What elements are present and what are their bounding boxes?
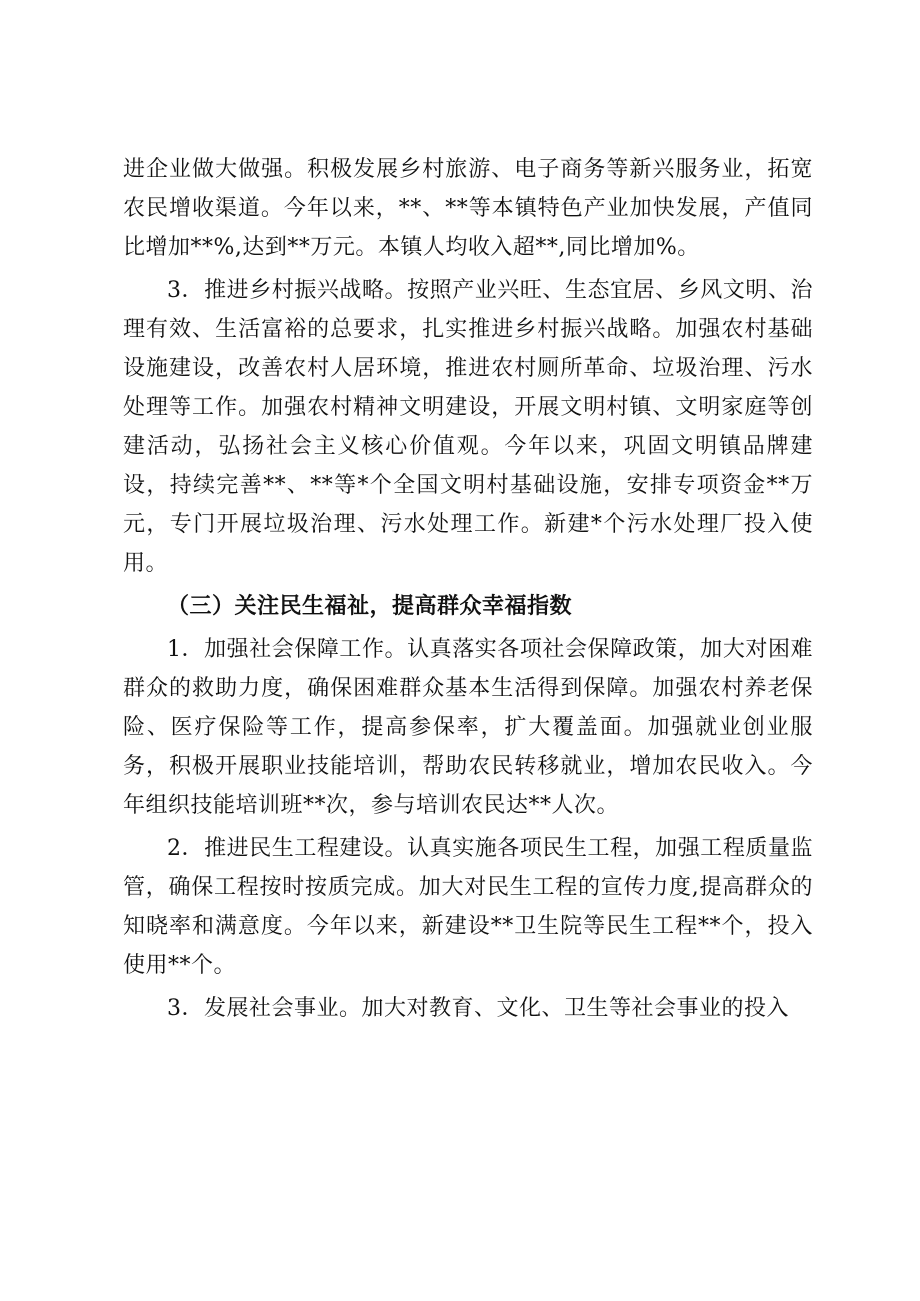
paragraph-rural-revitalization: 3．推进乡村振兴战略。按照产业兴旺、生态宜居、乡风文明、治理有效、生活富裕的总要求，扎实推进乡村振兴战略。加强农村基础设施建设，改善农村人居环境，推进农村厕所革命、垃圾治理、污水处理等工作。加强农村精神文明建设，开展文明村镇、文明家庭等创建活动，弘扬社会主义核心价值观。今年以来，巩固文明镇品牌建设，持续完善**、**等*个全国文明村基础设施，安排专项资金**万元，专门开展垃圾治理、污水处理工作。新建*个污水处理厂投入使用。: [123, 278, 813, 576]
document-body: [123, 150, 813, 1032]
paragraph-social-security: 1．加强社会保障工作。认真落实各项社会保障政策，加大对困难群众的救助力度，确保困难群众基本生活得到保障。加强农村养老保险、医疗保险等工作，提高参保率，扩大覆盖面。加强就业创业服务，积极开展职业技能培训，帮助农民转移就业，增加农民收入。今年组织技能培训班**次，参与培训农民达**人次。: [123, 637, 813, 818]
paragraph-livelihood-projects: 2．推进民生工程建设。认真实施各项民生工程，加强工程质量监管，确保工程按时按质完成。加大对民生工程的宣传力度,提高群众的知晓率和满意度。今年以来，新建设**卫生院等民生工程**个，投入使用**个。: [123, 836, 813, 978]
paragraph-continuation: 进企业做大做强。积极发展乡村旅游、电子商务等新兴服务业，拓宽农民增收渠道。今年以来，**、**等本镇特色产业加快发展，产值同比增加**%,达到**万元。本镇人均收入超**,同比增加%。: [123, 157, 813, 260]
paragraph-social-undertakings: 3．发展社会事业。加大对教育、文化、卫生等社会事业的投入: [167, 996, 789, 1021]
section-heading: （三）关注民生福祉，提高群众幸福指数: [167, 594, 573, 619]
